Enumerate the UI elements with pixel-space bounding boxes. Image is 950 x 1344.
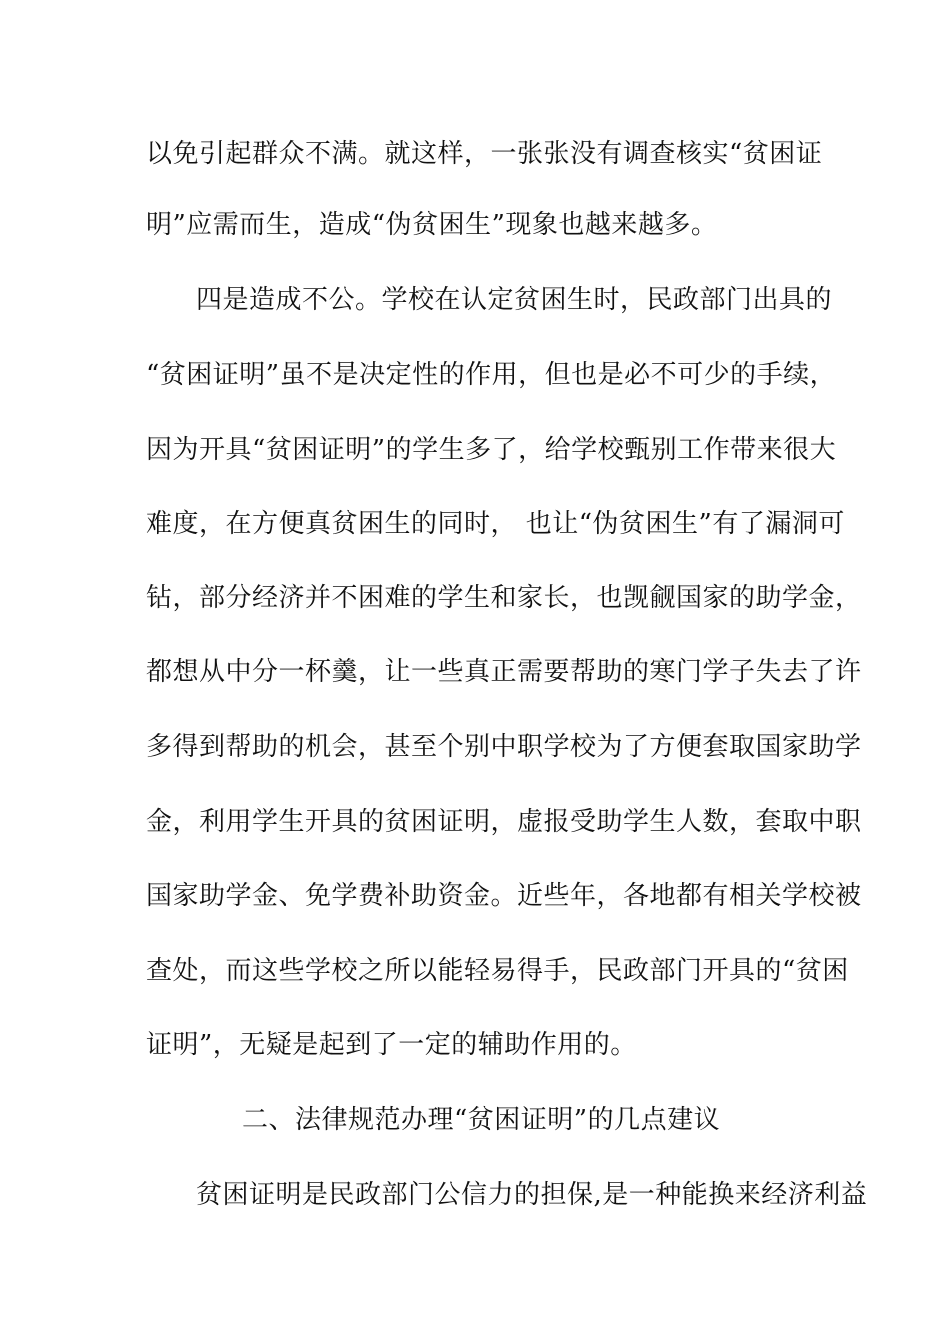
paragraph-line-4: “贫困证明”虽不是决定性的作用，但也是必不可少的手续， [146,360,837,390]
paragraph-line-5: 因为开具“贫困证明”的学生多了，给学校甄别工作带来很大 [146,435,837,465]
paragraph-line-10: 金，利用学生开具的贫困证明，虚报受助学生人数，套取中职 [146,807,862,837]
paragraph-line-12: 查处，而这些学校之所以能轻易得手，民政部门开具的“贫困 [146,956,849,986]
section-heading: 二、法律规范办理“贫困证明”的几点建议 [242,1105,721,1135]
paragraph-line-1: 以免引起群众不满。就这样，一张张没有调查核实“贫困证 [146,139,823,169]
paragraph-line-15: 贫困证明是民政部门公信力的担保,是一种能换来经济利益 [196,1180,868,1210]
paragraph-line-11: 国家助学金、免学费补助资金。近些年，各地都有相关学校被 [146,881,862,911]
paragraph-line-3: 四是造成不公。学校在认定贫困生时，民政部门出具的 [196,285,833,315]
paragraph-line-9: 多得到帮助的机会，甚至个别中职学校为了方便套取国家助学 [146,732,862,762]
paragraph-line-8: 都想从中分一杯羹，让一些真正需要帮助的寒门学子失去了许 [146,657,862,687]
paragraph-line-6: 难度，在方便真贫困生的同时， 也让“伪贫困生”有了漏洞可 [146,509,845,539]
paragraph-line-7: 钻，部分经济并不困难的学生和家长，也觊觎国家的助学金， [146,583,862,613]
paragraph-line-2: 明”应需而生，造成“伪贫困生”现象也越来越多。 [146,210,718,240]
paragraph-line-13: 证明”，无疑是起到了一定的辅助作用的。 [146,1030,637,1060]
